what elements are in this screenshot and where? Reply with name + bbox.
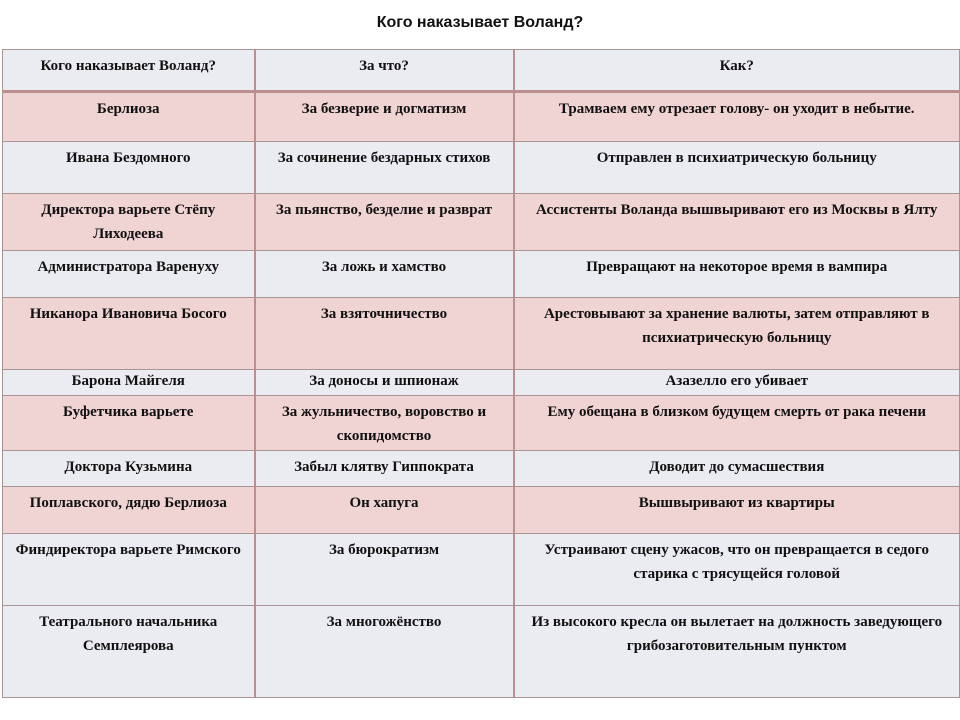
table-row: [3, 194, 960, 251]
cell-how: Вышвыривают из квартиры: [514, 487, 960, 534]
cell-why: Он хапуга: [255, 487, 514, 534]
table-row: [3, 534, 960, 606]
cell-how: Ассистенты Воланда вышвыривают его из Москвы в Ялту: [514, 194, 960, 251]
cell-who: Директора варьете Стёпу Лиходеева: [3, 194, 255, 251]
cell-how: Из высокого кресла он вылетает на должность заведующего грибозаготовительным пунктом: [514, 606, 960, 698]
cell-how: Доводит до сумасшествия: [514, 451, 960, 487]
cell-who: Финдиректора варьете Римского: [3, 534, 255, 606]
cell-why: За жульничество, воровство и скопидомство: [255, 396, 514, 451]
table-row: [3, 92, 960, 142]
header-who: Кого наказывает Воланд?: [3, 50, 255, 92]
cell-how: Азазелло его убивает: [514, 370, 960, 396]
cell-why: За доносы и шпионаж: [255, 370, 514, 396]
cell-how: Превращают на некоторое время в вампира: [514, 251, 960, 298]
table-row: [3, 451, 960, 487]
cell-who: Администратора Варенуху: [3, 251, 255, 298]
table-row: [3, 370, 960, 396]
table-row: [3, 487, 960, 534]
header-why: За что?: [255, 50, 514, 92]
table-row: [3, 251, 960, 298]
cell-why: За пьянство, безделие и разврат: [255, 194, 514, 251]
cell-how: Арестовывают за хранение валюты, затем отправляют в психиатрическую больницу: [514, 298, 960, 370]
cell-why: За бюрократизм: [255, 534, 514, 606]
cell-who: Театрального начальника Семплеярова: [3, 606, 255, 698]
header-how: Как?: [514, 50, 960, 92]
cell-why: Забыл клятву Гиппократа: [255, 451, 514, 487]
cell-who: Никанора Ивановича Босого: [3, 298, 255, 370]
cell-who: Барона Майгеля: [3, 370, 255, 396]
table-row: [3, 142, 960, 194]
cell-how: Устраивают сцену ужасов, что он превращается в седого старика с трясущейся головой: [514, 534, 960, 606]
cell-who: Берлиоза: [3, 92, 255, 142]
cell-who: Доктора Кузьмина: [3, 451, 255, 487]
punishment-table: [2, 49, 960, 698]
cell-why: За взяточничество: [255, 298, 514, 370]
cell-who: Буфетчика варьете: [3, 396, 255, 451]
table-row: [3, 298, 960, 370]
cell-why: За безверие и догматизм: [255, 92, 514, 142]
table-header-row: [3, 50, 960, 92]
cell-why: За ложь и хамство: [255, 251, 514, 298]
cell-why: За многожёнство: [255, 606, 514, 698]
cell-how: Отправлен в психиатрическую больницу: [514, 142, 960, 194]
cell-how: Трамваем ему отрезает голову- он уходит в небытие.: [514, 92, 960, 142]
cell-who: Ивана Бездомного: [3, 142, 255, 194]
cell-how: Ему обещана в близком будущем смерть от рака печени: [514, 396, 960, 451]
cell-who: Поплавского, дядю Берлиоза: [3, 487, 255, 534]
table-row: [3, 606, 960, 698]
table-row: [3, 396, 960, 451]
page-title: Кого наказывает Воланд?: [376, 14, 584, 31]
cell-why: За сочинение бездарных стихов: [255, 142, 514, 194]
